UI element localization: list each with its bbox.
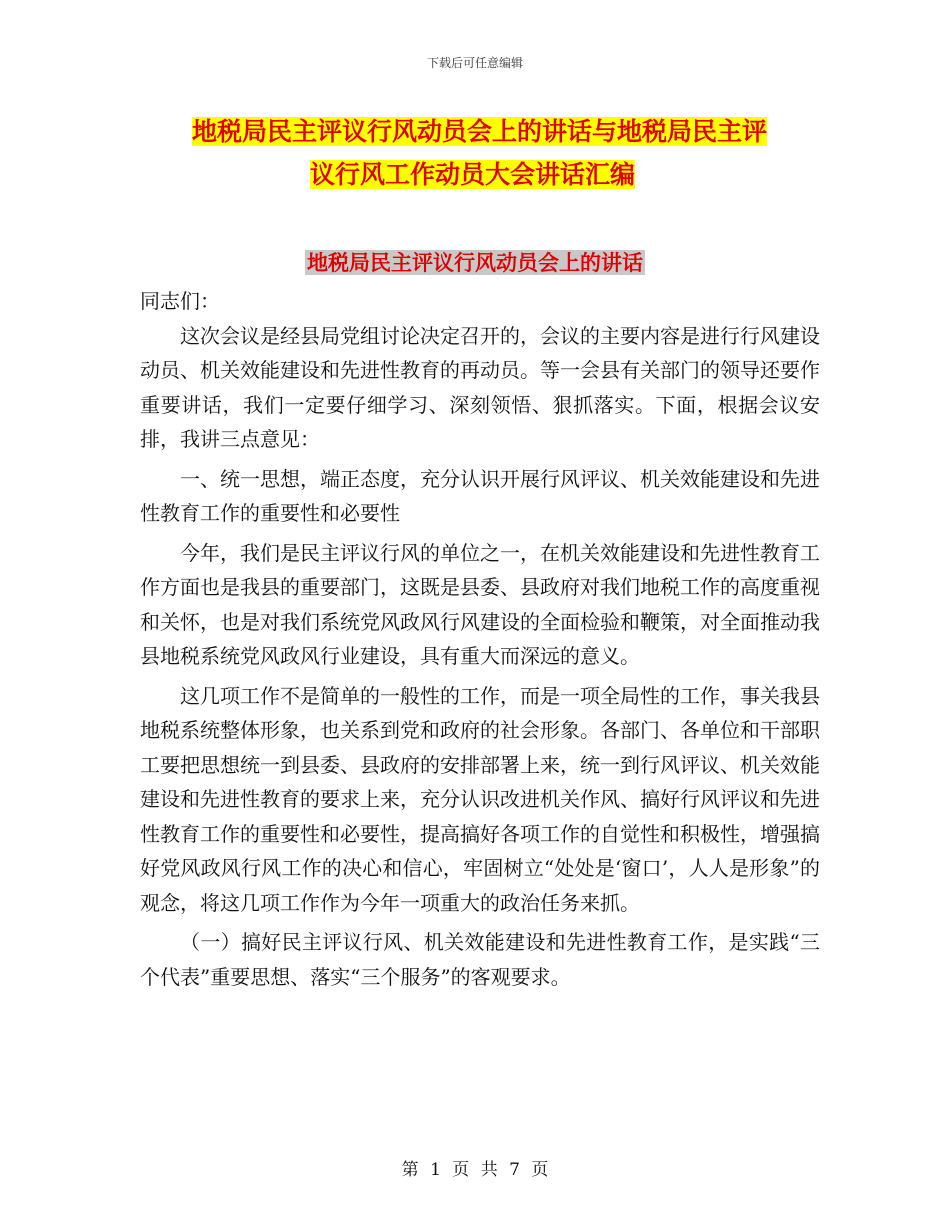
paragraph: 这几项工作不是简单的一般性的工作，而是一项全局性的工作，事关我县地税系统整体形象，也关系到党和政府的社会形象。各部门、各单位和干部职工要把思想统一到县委、县政府的安排部署上来，统一到行风评议、机关效能建设和先进性教育的要求上来，充分认识改进机关作风、搞好行风评议和先进性教育工作的重要性和必要性，提高搞好各项工作的自觉性和积极性，增强搞好党风政风行风工作的决心和信心，牢固树立“处处是‘窗口’，人人是形象”的观念，将这几项工作作为今年一项重大的政治任务来抓。: [140, 683, 820, 915]
title-line-1: 地税局民主评议行风动员会上的讲话与地税局民主评: [192, 117, 768, 146]
title-line-2: 议行风工作动员大会讲话汇编: [310, 160, 636, 189]
paragraph: 今年，我们是民主评议行风的单位之一，在机关效能建设和先进性教育工作方面也是我县的重要部门，这既是县委、县政府对我们地税工作的高度重视和关怀，也是对我们系统党风政风行风建设的全面检验和鞭策，对全面推动我县地税系统党风政风行业建设，具有重大而深远的意义。: [140, 540, 820, 668]
page-number-footer: 第 1 页 共 7 页: [401, 1160, 549, 1180]
document-title: [140, 110, 820, 196]
paragraph: 一、统一思想，端正态度，充分认识开展行风评议、机关效能建设和先进性教育工作的重要性和必要性: [140, 466, 820, 525]
section-title: [0, 248, 950, 278]
paragraph: 这次会议是经县局党组讨论决定召开的，会议的主要内容是进行行风建设动员、机关效能建设和先进性教育的再动员。等一会县有关部门的领导还要作重要讲话，我们一定要仔细学习、深刻领悟、狠抓落实。下面，根据会议安排，我讲三点意见：: [140, 323, 820, 451]
section-title-text: 地税局民主评议行风动员会上的讲话: [307, 250, 643, 275]
paragraph: （一）搞好民主评议行风、机关效能建设和先进性教育工作，是实践“三个代表”重要思想、落实“三个服务”的客观要求。: [140, 930, 820, 989]
header-note: 下载后可任意编辑: [426, 56, 523, 70]
salutation: 同志们：: [140, 289, 220, 313]
document-body: [140, 284, 820, 999]
